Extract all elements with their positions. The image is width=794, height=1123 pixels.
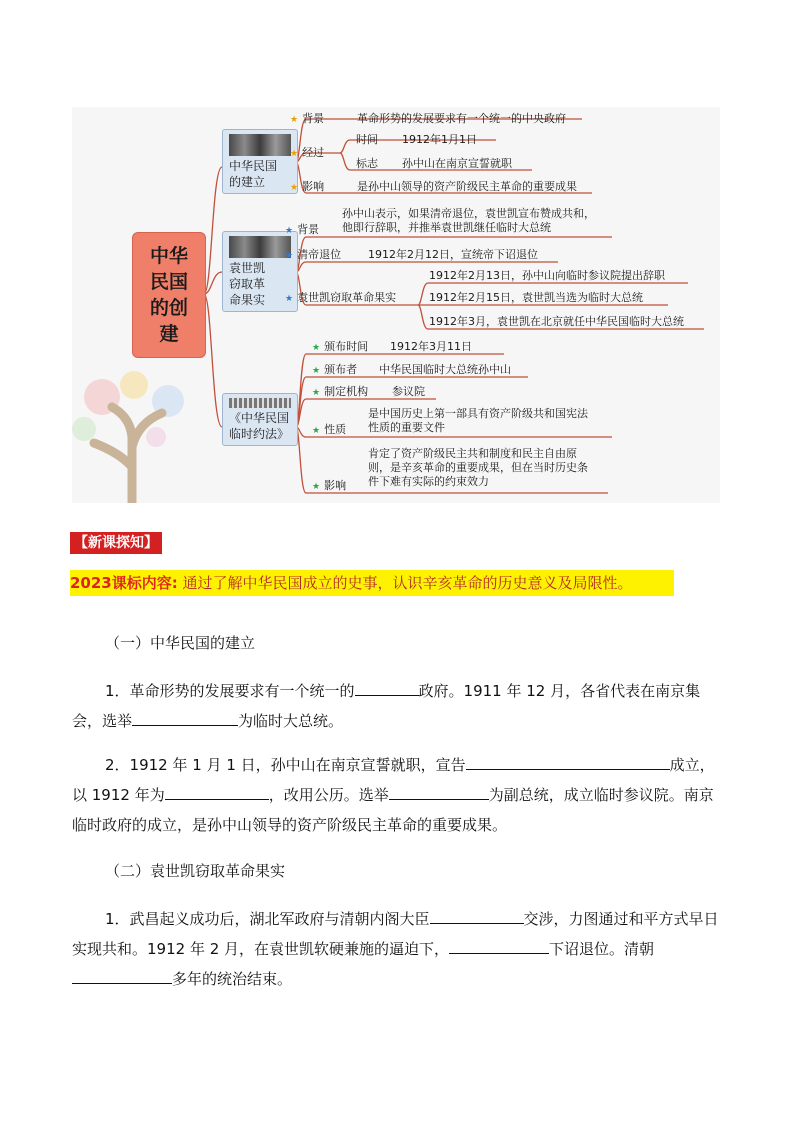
mindmap-root: 中华民国的创建 [132, 232, 206, 358]
node-process: ★ 经过 [290, 146, 325, 159]
node-text: 1912年1月1日 [402, 133, 477, 146]
star-icon: ★ [290, 183, 299, 193]
node-text: 革命形势的发展要求有一个统一的中央政府 [357, 112, 566, 125]
branch-founding [222, 129, 298, 194]
star-icon: ★ [312, 366, 321, 376]
node-text: 参议院 [392, 385, 425, 398]
node-text: 1912年2月15日，袁世凯当选为临时大总统 [429, 291, 643, 304]
fill-blank[interactable] [389, 783, 489, 800]
paragraph: 1．革命形势的发展要求有一个统一的 政府。1911 年 12 月，各省代表在南京集会，选举 为临时大总统。 [72, 676, 724, 736]
section-tag: 【新课探知】 [70, 532, 162, 554]
node-text: 是孙中山领导的资产阶级民主革命的重要成果 [357, 180, 577, 193]
historical-photo [229, 134, 291, 156]
star-icon: ★ [290, 149, 299, 159]
document-image [229, 398, 291, 408]
fill-blank[interactable] [165, 783, 269, 800]
branch-provisional-constitution [222, 393, 298, 446]
branch-title: 中华民国 的建立 [229, 159, 278, 189]
node-text: 1912年2月12日，宣统帝下诏退位 [368, 248, 538, 261]
fill-blank[interactable] [355, 679, 419, 696]
paragraph: 2．1912 年 1 月 1 日，孙中山在南京宣誓就职，宣告 成立，以 1912 年为 ，改用公历。选举 为副总统，成立临时参议院。南京临时政府的成立，是孙中山领导的资产阶级民主革命的重要成果。 [72, 750, 724, 840]
node-text: 1912年3月11日 [390, 340, 472, 353]
node-text: 是中国历史上第一部具有资产阶级共和国宪法 性质的重要文件 [368, 407, 588, 434]
mindmap-figure [72, 107, 720, 503]
node-abdication: ★ 清帝退位 [285, 248, 342, 261]
fill-blank[interactable] [430, 907, 524, 924]
star-icon: ★ [285, 294, 294, 304]
star-icon: ★ [312, 388, 321, 398]
node-text: 中华民国临时大总统孙中山 [379, 363, 511, 376]
node-text: 肯定了资产阶级民主共和制度和民主自由原 则，是辛亥革命的重要成果，但在当时历史条 件下难有实际的约束效力 [368, 447, 588, 488]
node-label: 标志 [356, 157, 378, 170]
node-body: ★ 制定机构 [312, 385, 369, 398]
star-icon: ★ [312, 426, 321, 436]
star-icon: ★ [285, 251, 294, 261]
node-background: ★ 背景 [285, 223, 320, 236]
node-impact: ★ 影响 [290, 180, 325, 193]
standard-lead: 2023课标内容: [70, 574, 178, 592]
standard-text: 通过了解中华民国成立的史事，认识辛亥革命的历史意义及局限性。 [177, 574, 633, 592]
node-text: 孙中山在南京宣誓就职 [402, 157, 512, 170]
branch-title: 袁世凯 窃取革 命果实 [229, 261, 266, 307]
branch-title: 《中华民国 临时约法》 [229, 411, 290, 441]
fill-blank[interactable] [449, 937, 549, 954]
star-icon: ★ [312, 482, 321, 492]
star-icon: ★ [290, 115, 299, 125]
node-nature: ★ 性质 [312, 423, 347, 436]
node-text: 1912年3月，袁世凯在北京就任中华民国临时大总统 [429, 315, 684, 328]
curriculum-standard [70, 570, 674, 596]
node-date: ★ 颁布时间 [312, 340, 369, 353]
star-icon: ★ [285, 226, 294, 236]
star-icon: ★ [312, 343, 321, 353]
node-label: 时间 [356, 133, 378, 146]
historical-photo [229, 236, 291, 258]
node-issuer: ★ 颁布者 [312, 363, 358, 376]
paragraph: 1．武昌起义成功后，湖北军政府与清朝内阁大臣 交涉，力图通过和平方式早日实现共和。1912 年 2 月，在袁世凯软硬兼施的逼迫下， 下诏退位。清朝多年的统治结束。 [72, 904, 724, 994]
fill-blank[interactable] [132, 709, 238, 726]
fill-blank[interactable] [466, 753, 670, 770]
node-background: ★ 背景 [290, 112, 325, 125]
section-heading: （二）袁世凯窃取革命果实 [105, 862, 286, 880]
fill-blank[interactable] [72, 967, 172, 984]
node-impact: ★ 影响 [312, 479, 347, 492]
node-text: 1912年2月13日，孙中山向临时参议院提出辞职 [429, 269, 665, 282]
node-text: 孙中山表示，如果清帝退位，袁世凯宣布赞成共和， 他即行辞职，并推举袁世凯继任临时大总统 [342, 207, 595, 234]
node-usurp: ★ 袁世凯窃取革命果实 [285, 291, 397, 304]
section-heading: （一）中华民国的建立 [105, 634, 256, 652]
